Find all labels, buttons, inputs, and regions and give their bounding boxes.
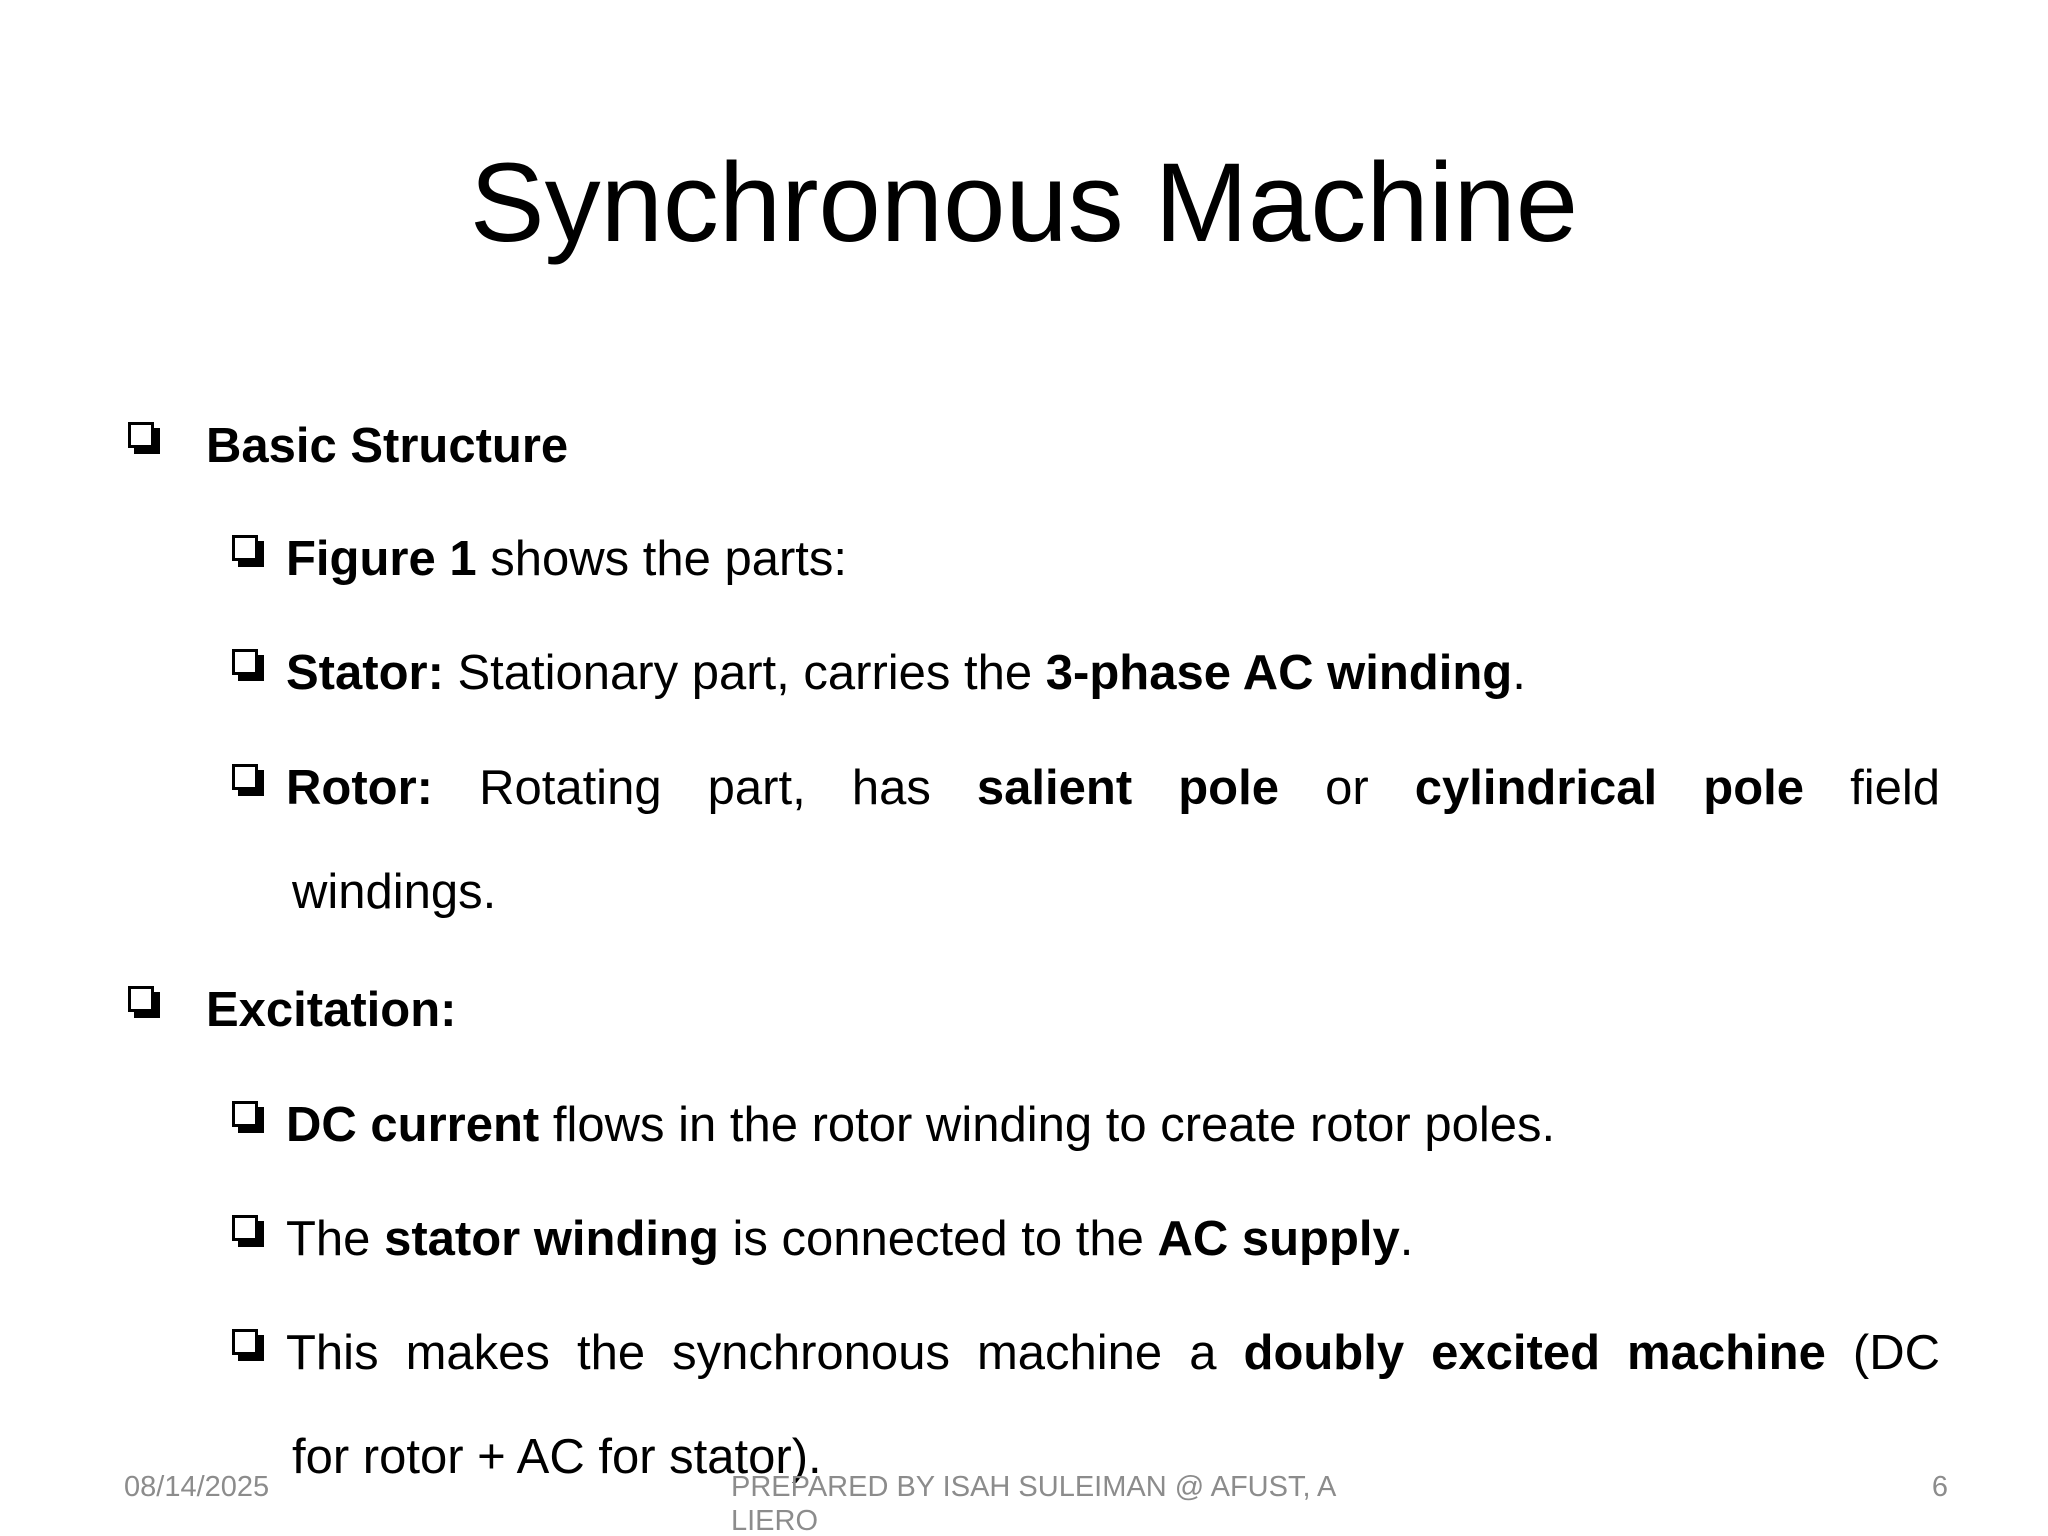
bullet-bold-text: 3-phase AC winding: [1045, 646, 1513, 700]
bullet-stator: [232, 645, 1526, 701]
bullet-rotor-continuation: windings.: [292, 865, 497, 919]
bullet-text: shows the parts:: [476, 532, 847, 586]
bullet-bold-text: Stator:: [286, 646, 444, 700]
bullet-text: The: [286, 1212, 385, 1266]
bullet-text: .: [1512, 646, 1526, 700]
bullet-label: Basic Structure: [206, 419, 569, 473]
bullet-bold-text: stator winding: [384, 1212, 719, 1266]
bullet-bold-text: AC supply: [1157, 1212, 1400, 1266]
checkbox-bullet-icon: [232, 535, 266, 569]
footer-page-number: 6: [1931, 1471, 1948, 1503]
checkbox-bullet-icon: [232, 764, 266, 798]
checkbox-bullet-icon: [232, 1329, 266, 1363]
slide-title: Synchronous Machine: [469, 140, 1579, 265]
bullet-text: Rotating part, has: [479, 761, 977, 815]
bullet-label: Excitation:: [206, 983, 457, 1037]
bullet-bold-text: salient pole: [976, 761, 1279, 815]
bullet-stator-winding: [232, 1211, 1413, 1267]
bullet-doubly-excited: [232, 1325, 1940, 1381]
bullet-bold-text: Rotor:: [286, 761, 433, 815]
checkbox-bullet-icon: [232, 649, 266, 683]
footer-author: PREPARED BY ISAH SULEIMAN @ AFUST, ALIERO: [731, 1471, 1337, 1536]
bullet-text: or: [1325, 761, 1415, 815]
bullet-rotor: [232, 760, 1940, 816]
bullet-bold-text: doubly excited machine: [1243, 1326, 1826, 1380]
bullet-bold-text: Figure 1: [286, 532, 477, 586]
bullet-dc-current: [232, 1097, 1555, 1153]
footer-date: 08/14/2025: [124, 1471, 270, 1503]
bullet-basic-structure: [128, 418, 568, 474]
bullet-doubly-excited-continuation: for rotor + AC for stator).: [292, 1430, 822, 1484]
checkbox-bullet-icon: [232, 1101, 266, 1135]
bullet-figure-1: [232, 531, 847, 587]
bullet-text: flows in the rotor winding to create rotor poles.: [539, 1098, 1556, 1152]
bullet-text: This makes the synchronous machine a: [286, 1326, 1244, 1380]
bullet-bold-text: cylindrical pole: [1414, 761, 1804, 815]
bullet-text: is connected to the: [718, 1212, 1158, 1266]
bullet-text: (DC: [1852, 1326, 1940, 1380]
bullet-text: .: [1399, 1212, 1414, 1266]
bullet-bold-text: DC current: [286, 1098, 540, 1152]
bullet-excitation: [128, 982, 456, 1038]
bullet-text: field: [1850, 761, 1940, 815]
checkbox-bullet-icon: [232, 1215, 266, 1249]
bullet-text: Stationary part, carries the: [443, 646, 1046, 700]
checkbox-bullet-icon: [128, 986, 162, 1020]
checkbox-bullet-icon: [128, 422, 162, 456]
